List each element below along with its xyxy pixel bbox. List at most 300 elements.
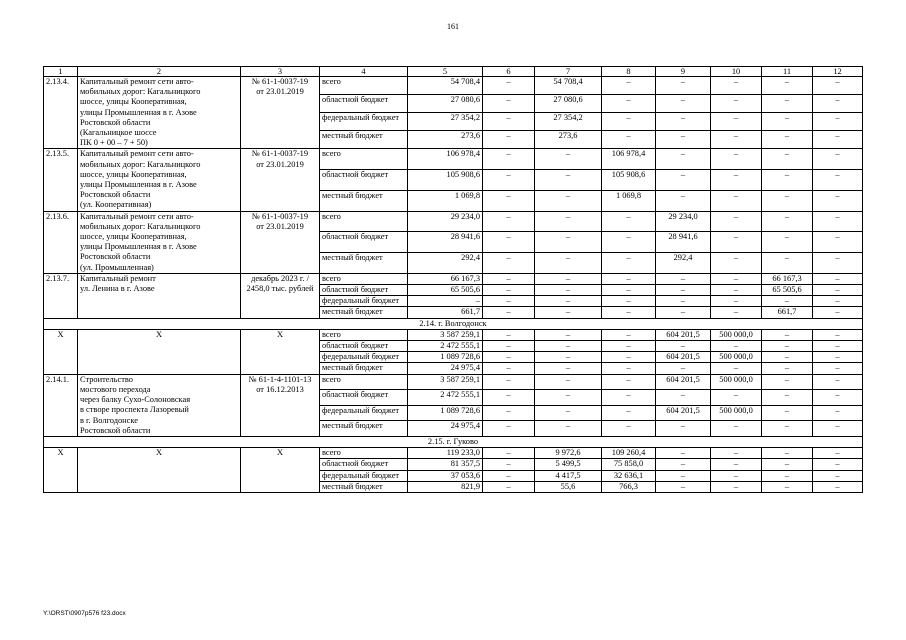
funding-value: – — [762, 421, 813, 437]
funding-value: – — [656, 470, 711, 481]
funding-value: 2 472 555,1 — [408, 390, 483, 406]
section-title: 2.15. г. Гуково — [44, 436, 863, 447]
funding-value: – — [762, 253, 813, 274]
funding-value: – — [535, 190, 602, 211]
funding-value: – — [762, 296, 813, 307]
item-document-line: 2458,0 тыс. рублей — [246, 284, 314, 294]
funding-value: – — [813, 405, 863, 421]
column-number: 5 — [408, 67, 483, 77]
item-name-line: Ростовской области — [80, 252, 151, 262]
funding-value: – — [813, 341, 863, 352]
funding-value: – — [711, 459, 762, 470]
funding-value: – — [813, 329, 863, 340]
funding-value: – — [656, 307, 711, 318]
funding-value: 27 354,2 — [408, 113, 483, 131]
item-code: 2.13.7. — [44, 273, 78, 318]
funding-value: – — [813, 77, 863, 95]
item-name-line: (ул. Промышленная) — [80, 262, 154, 272]
funding-value: 27 080,6 — [408, 95, 483, 113]
funding-value: 604 201,5 — [656, 374, 711, 390]
item-name-line: Капитальный ремонт сети авто- — [80, 211, 194, 221]
item-document-line: № 61-1-0037-19 — [251, 149, 309, 159]
item-code: 2.13.6. — [44, 211, 78, 273]
funding-value: – — [602, 352, 656, 363]
funding-value: 28 941,6 — [656, 232, 711, 253]
item-document-line: от 16.12.2013 — [256, 384, 304, 394]
column-number: 6 — [483, 67, 535, 77]
funding-value: – — [483, 470, 535, 481]
funding-value: 292,4 — [656, 253, 711, 274]
funding-value: – — [483, 253, 535, 274]
funding-value: 105 908,6 — [602, 170, 656, 191]
funding-value: – — [483, 481, 535, 492]
funding-value: – — [535, 273, 602, 284]
funding-value: – — [602, 307, 656, 318]
item-document-line: от 23.01.2019 — [256, 159, 304, 169]
funding-source: федеральный бюджет — [320, 352, 408, 363]
item-name-line: через балку Сухо-Солоновская — [80, 395, 191, 405]
funding-value: – — [602, 113, 656, 131]
funding-value: – — [602, 211, 656, 232]
funding-value: – — [483, 459, 535, 470]
funding-value: – — [535, 421, 602, 437]
funding-value: 66 167,3 — [762, 273, 813, 284]
funding-value: – — [711, 448, 762, 459]
funding-value: – — [813, 470, 863, 481]
funding-value: – — [602, 232, 656, 253]
funding-value: – — [656, 390, 711, 406]
section-row — [44, 436, 863, 447]
item-name-line: (ул. Кооперативная) — [80, 200, 152, 210]
table-body — [44, 67, 863, 493]
funding-value: – — [762, 390, 813, 406]
funding-value: – — [602, 341, 656, 352]
funding-value: 1 069,8 — [408, 190, 483, 211]
item-document-line: от 23.01.2019 — [256, 87, 304, 97]
item-name-line: в створе проспекта Лазоревый — [80, 405, 189, 415]
funding-value: 55,6 — [535, 481, 602, 492]
funding-value: 54 708,4 — [408, 77, 483, 95]
funding-value: 3 587 259,1 — [408, 329, 483, 340]
funding-value: – — [535, 285, 602, 296]
funding-value: – — [656, 341, 711, 352]
funding-value: – — [762, 374, 813, 390]
funding-value: – — [535, 170, 602, 191]
item-name-line: улицы Промышленная в г. Азове — [80, 180, 197, 190]
funding-value: – — [483, 352, 535, 363]
funding-value: – — [711, 390, 762, 406]
funding-value: 106 978,4 — [602, 149, 656, 170]
funding-value: 54 708,4 — [535, 77, 602, 95]
funding-value: – — [762, 211, 813, 232]
funding-value: – — [762, 77, 813, 95]
funding-value: – — [762, 341, 813, 352]
funding-value: – — [813, 352, 863, 363]
table-row — [44, 448, 863, 459]
item-document — [241, 374, 320, 436]
funding-value: – — [656, 95, 711, 113]
funding-value: 29 234,0 — [408, 211, 483, 232]
item-name-line: Капитальный ремонт сети авто- — [80, 77, 194, 86]
column-number: 9 — [656, 67, 711, 77]
funding-value: – — [813, 131, 863, 149]
funding-value: – — [535, 363, 602, 374]
funding-value: – — [762, 131, 813, 149]
funding-value: – — [813, 253, 863, 274]
funding-source: федеральный бюджет — [320, 296, 408, 307]
item-code: Х — [44, 448, 78, 493]
item-name-line: Ростовской области — [80, 117, 151, 127]
item-name-line: улицы Промышленная в г. Азове — [80, 242, 197, 252]
column-number: 12 — [813, 67, 863, 77]
funding-value: – — [483, 448, 535, 459]
funding-value: – — [711, 296, 762, 307]
funding-value: – — [535, 390, 602, 406]
funding-value: – — [602, 296, 656, 307]
funding-value: – — [762, 170, 813, 191]
funding-value: – — [483, 113, 535, 131]
funding-source: местный бюджет — [320, 481, 408, 492]
funding-value: – — [483, 285, 535, 296]
funding-value: – — [483, 211, 535, 232]
item-name-line: Ростовской области — [80, 190, 151, 200]
table-row — [44, 77, 863, 95]
funding-value: – — [813, 149, 863, 170]
funding-value: – — [711, 273, 762, 284]
funding-value: 821,9 — [408, 481, 483, 492]
item-name-line: шоссе, улицы Кооперативная, — [80, 169, 187, 179]
funding-source: областной бюджет — [320, 95, 408, 113]
item-name-line: мобильных дорог: Кагальницкого — [80, 87, 201, 97]
funding-value: 105 908,6 — [408, 170, 483, 191]
column-number-row — [44, 67, 863, 77]
funding-value: – — [483, 232, 535, 253]
funding-value: – — [711, 149, 762, 170]
funding-value: – — [762, 149, 813, 170]
funding-source: федеральный бюджет — [320, 113, 408, 131]
funding-value: – — [483, 307, 535, 318]
funding-value: – — [762, 481, 813, 492]
funding-value: – — [762, 329, 813, 340]
funding-value: – — [762, 363, 813, 374]
funding-value: – — [762, 190, 813, 211]
funding-value: – — [602, 131, 656, 149]
funding-value: – — [656, 77, 711, 95]
funding-value: – — [656, 421, 711, 437]
funding-value: – — [813, 170, 863, 191]
funding-value: – — [711, 341, 762, 352]
funding-source: областной бюджет — [320, 341, 408, 352]
column-number: 1 — [44, 67, 78, 77]
funding-value: – — [762, 113, 813, 131]
column-number: 4 — [320, 67, 408, 77]
funding-value: 119 233,0 — [408, 448, 483, 459]
funding-value: 4 417,5 — [535, 470, 602, 481]
funding-value: 500 000,0 — [711, 352, 762, 363]
funding-source: федеральный бюджет — [320, 470, 408, 481]
item-document-line: от 23.01.2019 — [256, 221, 304, 231]
funding-value: 766,3 — [602, 481, 656, 492]
funding-value: 1 089 728,6 — [408, 352, 483, 363]
item-name — [78, 273, 241, 318]
funding-value: – — [483, 296, 535, 307]
funding-value: 1 089 728,6 — [408, 405, 483, 421]
funding-value: – — [656, 131, 711, 149]
table-row — [44, 273, 863, 284]
funding-value: – — [813, 459, 863, 470]
funding-value: – — [762, 352, 813, 363]
funding-value: – — [535, 352, 602, 363]
funding-value: – — [483, 374, 535, 390]
funding-value: 604 201,5 — [656, 352, 711, 363]
funding-value: – — [602, 390, 656, 406]
funding-value: – — [813, 285, 863, 296]
funding-value: 5 499,5 — [535, 459, 602, 470]
funding-value: – — [813, 363, 863, 374]
funding-value: – — [656, 113, 711, 131]
funding-value: – — [813, 232, 863, 253]
funding-value: – — [483, 421, 535, 437]
funding-value: – — [656, 285, 711, 296]
funding-value: – — [535, 374, 602, 390]
funding-value: – — [813, 448, 863, 459]
funding-value: – — [656, 273, 711, 284]
item-name-line: ул. Ленина в г. Азове — [80, 284, 155, 294]
funding-value: – — [762, 232, 813, 253]
table-row — [44, 149, 863, 170]
funding-value: 3 587 259,1 — [408, 374, 483, 390]
item-name: Х — [78, 448, 241, 493]
funding-value: 81 357,5 — [408, 459, 483, 470]
funding-value: – — [483, 170, 535, 191]
funding-value: – — [813, 296, 863, 307]
funding-value: – — [656, 363, 711, 374]
funding-value: 604 201,5 — [656, 329, 711, 340]
funding-value: 500 000,0 — [711, 405, 762, 421]
funding-value: – — [813, 481, 863, 492]
funding-value: – — [535, 296, 602, 307]
funding-source: местный бюджет — [320, 363, 408, 374]
funding-value: – — [483, 329, 535, 340]
funding-value: – — [711, 253, 762, 274]
item-name-line: Строительство — [80, 374, 133, 384]
funding-value: – — [813, 273, 863, 284]
funding-value: – — [656, 170, 711, 191]
item-name — [78, 374, 241, 436]
funding-source: местный бюджет — [320, 131, 408, 149]
section-title: 2.14. г. Волгодонск — [44, 318, 863, 329]
funding-value: – — [483, 95, 535, 113]
funding-value: – — [711, 307, 762, 318]
funding-source: местный бюджет — [320, 190, 408, 211]
file-path-footer: Y:\ORST\0907p576 f23.docx — [43, 610, 126, 617]
item-name-line: шоссе, улицы Кооперативная, — [80, 232, 187, 242]
item-document-line: № 61-1-0037-19 — [251, 211, 309, 221]
funding-value: – — [535, 211, 602, 232]
item-name — [78, 77, 241, 149]
funding-source: всего — [320, 273, 408, 284]
funding-value: 661,7 — [408, 307, 483, 318]
funding-value: 1 069,8 — [602, 190, 656, 211]
funding-value: – — [602, 285, 656, 296]
column-number: 3 — [241, 67, 320, 77]
funding-value: 24 975,4 — [408, 421, 483, 437]
funding-value: 37 053,6 — [408, 470, 483, 481]
funding-value: – — [762, 95, 813, 113]
funding-value: – — [656, 296, 711, 307]
funding-value: – — [535, 253, 602, 274]
column-number: 10 — [711, 67, 762, 77]
item-name-line: Капитальный ремонт сети авто- — [80, 149, 194, 159]
item-name: Х — [78, 329, 241, 374]
funding-value: – — [813, 307, 863, 318]
funding-value: – — [711, 211, 762, 232]
funding-value: 500 000,0 — [711, 329, 762, 340]
funding-value: – — [602, 363, 656, 374]
funding-value: – — [602, 329, 656, 340]
page-number: 161 — [447, 22, 459, 31]
funding-source: областной бюджет — [320, 232, 408, 253]
item-name-line: мобильных дорог: Кагальницкого — [80, 221, 201, 231]
funding-value: – — [483, 405, 535, 421]
funding-source: местный бюджет — [320, 421, 408, 437]
funding-value: 28 941,6 — [408, 232, 483, 253]
item-name-line: мобильных дорог: Кагальницкого — [80, 159, 201, 169]
item-code: 2.13.5. — [44, 149, 78, 211]
funding-value: – — [483, 341, 535, 352]
funding-value: – — [535, 232, 602, 253]
section-row — [44, 318, 863, 329]
funding-value: – — [813, 95, 863, 113]
funding-value: – — [656, 481, 711, 492]
funding-value: – — [656, 459, 711, 470]
item-name-line: Капитальный ремонт — [80, 273, 156, 283]
financing-table — [43, 66, 863, 493]
funding-value: – — [602, 77, 656, 95]
column-number: 8 — [602, 67, 656, 77]
funding-source: всего — [320, 149, 408, 170]
table-row — [44, 329, 863, 340]
item-name-line: шоссе, улицы Кооперативная, — [80, 97, 187, 107]
funding-value: – — [711, 113, 762, 131]
funding-value: 65 505,6 — [762, 285, 813, 296]
funding-value: 661,7 — [762, 307, 813, 318]
funding-value: 273,6 — [408, 131, 483, 149]
funding-value: – — [483, 131, 535, 149]
funding-value: – — [483, 390, 535, 406]
funding-value: – — [762, 459, 813, 470]
item-document — [241, 211, 320, 273]
funding-value: – — [535, 307, 602, 318]
funding-value: – — [535, 405, 602, 421]
funding-value: 106 978,4 — [408, 149, 483, 170]
funding-value: – — [813, 390, 863, 406]
funding-value: – — [711, 190, 762, 211]
funding-value: – — [483, 273, 535, 284]
item-document — [241, 273, 320, 318]
funding-value: – — [813, 374, 863, 390]
column-number: 7 — [535, 67, 602, 77]
item-document: Х — [241, 448, 320, 493]
funding-value: – — [813, 421, 863, 437]
funding-value: – — [602, 253, 656, 274]
funding-value: – — [535, 149, 602, 170]
funding-value: 27 080,6 — [535, 95, 602, 113]
funding-value: – — [711, 95, 762, 113]
funding-value: – — [656, 190, 711, 211]
funding-source: всего — [320, 77, 408, 95]
funding-value: – — [602, 273, 656, 284]
item-name-line: ПК 0 + 00 – 7 + 50) — [80, 138, 148, 148]
funding-value: – — [711, 363, 762, 374]
item-document: Х — [241, 329, 320, 374]
funding-value: – — [762, 405, 813, 421]
funding-value: – — [602, 421, 656, 437]
funding-value: – — [602, 95, 656, 113]
funding-value: – — [483, 149, 535, 170]
item-document-line: декабрь 2023 г. / — [251, 273, 309, 283]
funding-value: 273,6 — [535, 131, 602, 149]
funding-source: всего — [320, 329, 408, 340]
item-name-line: улицы Промышленная в г. Азове — [80, 107, 197, 117]
funding-value: – — [813, 211, 863, 232]
column-number: 11 — [762, 67, 813, 77]
item-name-line: мостового перехода — [80, 384, 151, 394]
funding-value: – — [602, 374, 656, 390]
funding-value: – — [711, 285, 762, 296]
funding-value: – — [711, 131, 762, 149]
funding-value: 24 975,4 — [408, 363, 483, 374]
funding-source: всего — [320, 211, 408, 232]
funding-value: 75 858,0 — [602, 459, 656, 470]
funding-source: областной бюджет — [320, 170, 408, 191]
funding-value: 27 354,2 — [535, 113, 602, 131]
funding-value: – — [483, 363, 535, 374]
funding-source: местный бюджет — [320, 307, 408, 318]
funding-source: местный бюджет — [320, 253, 408, 274]
funding-value: 9 972,6 — [535, 448, 602, 459]
table-row — [44, 374, 863, 390]
funding-value: 2 472 555,1 — [408, 341, 483, 352]
funding-value: – — [535, 341, 602, 352]
funding-value: – — [483, 77, 535, 95]
funding-value: 66 167,3 — [408, 273, 483, 284]
funding-source: областной бюджет — [320, 285, 408, 296]
funding-value: – — [762, 448, 813, 459]
item-code: Х — [44, 329, 78, 374]
funding-value: – — [711, 232, 762, 253]
funding-value: 500 000,0 — [711, 374, 762, 390]
item-document — [241, 149, 320, 211]
column-number: 2 — [78, 67, 241, 77]
funding-value: – — [711, 470, 762, 481]
item-name-line: (Кагальницкое шоссе — [80, 128, 157, 138]
item-name — [78, 211, 241, 273]
funding-source: областной бюджет — [320, 459, 408, 470]
funding-value: – — [813, 113, 863, 131]
item-name-line: в г. Волгодонске — [80, 415, 138, 425]
funding-value: 29 234,0 — [656, 211, 711, 232]
funding-value: – — [711, 170, 762, 191]
funding-value: – — [656, 448, 711, 459]
funding-value: – — [483, 190, 535, 211]
funding-value: 32 636,1 — [602, 470, 656, 481]
item-document-line: № 61-1-4-1101-13 — [248, 374, 312, 384]
funding-value: – — [602, 405, 656, 421]
funding-source: областной бюджет — [320, 390, 408, 406]
item-name-line: Ростовской области — [80, 425, 151, 435]
funding-value: – — [711, 77, 762, 95]
